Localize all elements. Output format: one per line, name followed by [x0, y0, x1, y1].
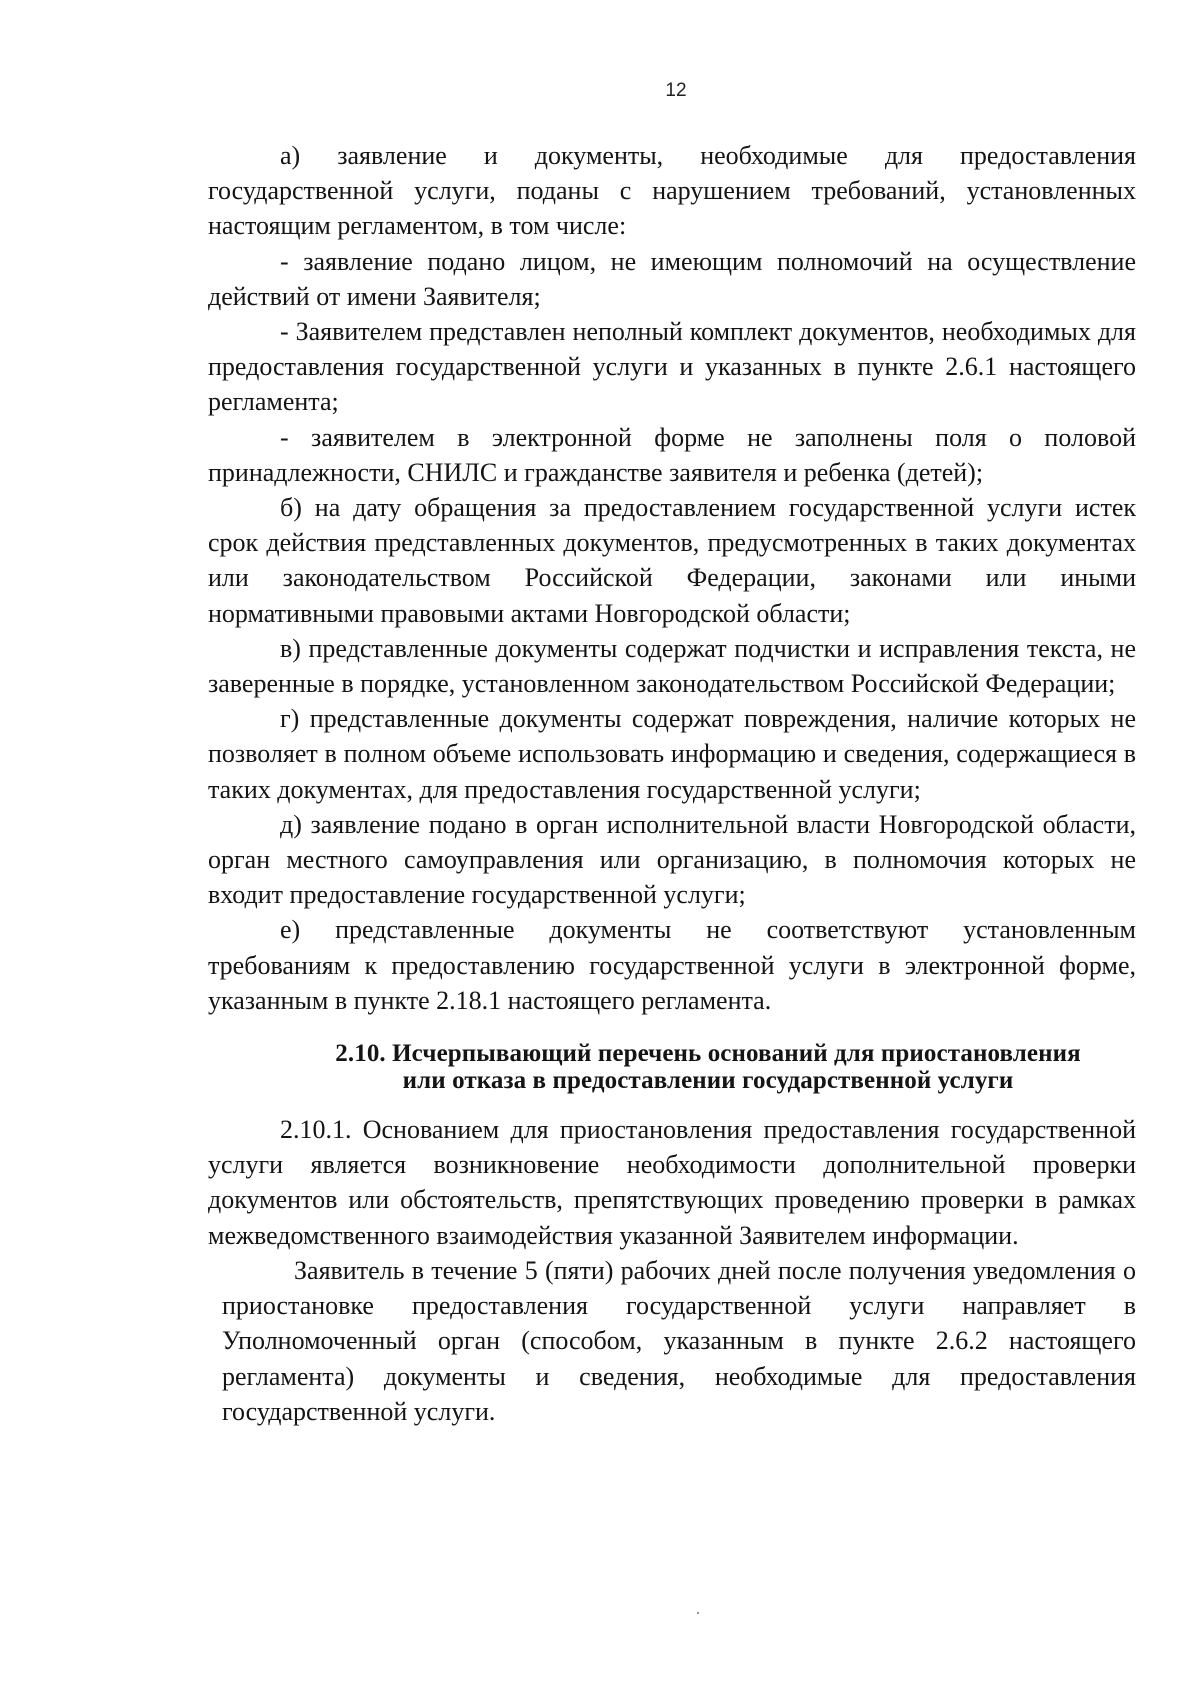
paragraph-v: в) представленные документы содержат подчистки и исправления текста, не заверенные в порядке, установленном законодательством Российской Федерации;: [208, 633, 1136, 699]
page-number: 12: [665, 80, 687, 101]
paragraph-a-item-2: - Заявителем представлен неполный комплект документов, необходимых для предоставления государственной услуги и указанных в пункте 2.6.1 настоящего регламента;: [208, 317, 1136, 417]
paragraph-a-item-3: - заявителем в электронной форме не заполнены поля о половой принадлежности, СНИЛС и гражданстве заявителя и ребенка (детей);: [208, 422, 1136, 487]
paragraph-d: д) заявление подано в орган исполнительной власти Новгородской области, орган местного самоуправления или организацию, в полномочия которых не входит предоставление государственной услуги;: [208, 809, 1136, 910]
paragraph-a: а) заявление и документы, необходимые для предоставления государственной услуги, поданы с нарушением требований, установленных настоящим регламентом, в том числе:: [208, 141, 1136, 241]
paragraph-e: е) представленные документы не соответствуют установленным требованиям к предоставлению государственной услуги в электронной форме, указанным в пункте 2.18.1 настоящего регламента.: [208, 915, 1136, 1015]
section-heading: [208, 1040, 1136, 1094]
paragraph-2-10-1: 2.10.1. Основанием для приостановления предоставления государственной услуги является возникновение необходимости дополнительной проверки документов или обстоятельств, препятствующих проведению проверки в рамках межведомственного взаимодействия указанной Заявителем информации.: [208, 1115, 1136, 1250]
section-heading-line-1: 2.10. Исчерпывающий перечень оснований для приостановления: [335, 1040, 1081, 1068]
paragraph-applicant-term: Заявитель в течение 5 (пяти) рабочих дней после получения уведомления о приостановке предоставления государственной услуги направляет в Уполномоченный орган (способом, указанным в пункте 2.6.2 настоящего регламента) документы и сведения, необходимые для предоставления государственной услуги.: [222, 1255, 1136, 1426]
paragraph-g: г) представленные документы содержат повреждения, наличие которых не позволяет в полном объеме использовать информацию и сведения, содержащиеся в таких документах, для предоставления государственной услуги;: [208, 704, 1136, 804]
document-body: [208, 138, 1136, 1429]
paragraph-a-item-1: - заявление подано лицом, не имеющим полномочий на осуществление действий от имени Заявителя;: [208, 246, 1136, 311]
section-heading-line-2: или отказа в предоставлении государственной услуги: [402, 1067, 1014, 1095]
scan-speck: [697, 1612, 699, 1614]
paragraph-b: б) на дату обращения за предоставлением государственной услуги истек срок действия представленных документов, предусмотренных в таких документах или законодательством Российской Федерации, законами или иными нормативными правовыми актами Новгородской области;: [208, 493, 1136, 628]
